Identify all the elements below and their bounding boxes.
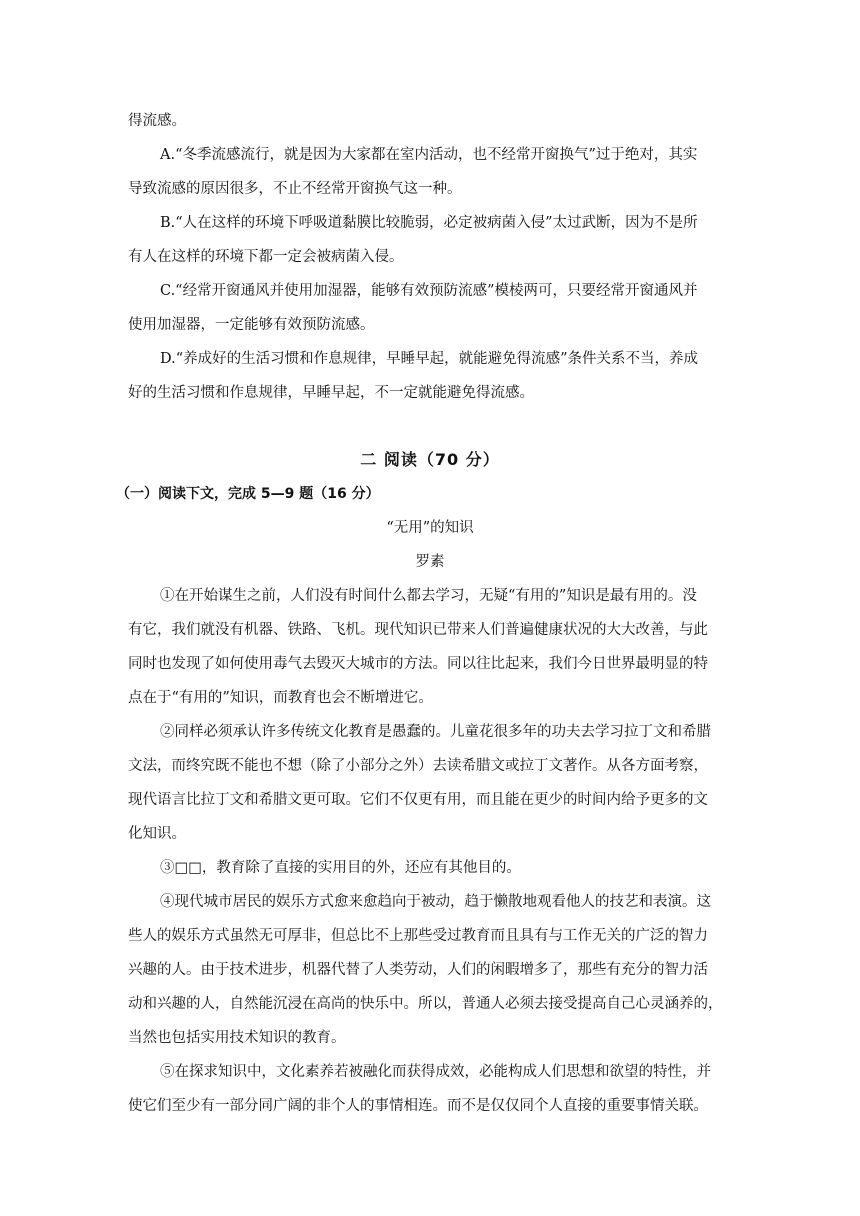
article-title: “无用”的知识 (386, 520, 474, 536)
option-d-line2: 好的生活习惯和作息规律，早睡早起，不一定就能避免得流感。 (128, 385, 534, 401)
paragraph-1-line1: ①在开始谋生之前，人们没有时间什么都去学习，无疑“有用的”知识是最有用的。没 (160, 588, 697, 604)
option-c-line1: C.“经常开窗通风并使用加湿器，能够有效预防流感”模棱两可，只要经常开窗通风并 (160, 283, 698, 299)
subsection-title: （一）阅读下文，完成 5—9 题（16 分） (116, 486, 380, 502)
paragraph-2-line1: ②同样必须承认许多传统文化教育是愚蠢的。儿童花很多年的功夫去学习拉丁文和希腊 (160, 724, 711, 740)
paragraph-2-line3: 现代语言比拉丁文和希腊文更可取。它们不仅更有用，而且能在更少的时间内给予更多的文 (128, 792, 708, 808)
option-d-line1: D.“养成好的生活习惯和作息规律，早睡早起，就能避免得流感”条件关系不当，养成 (160, 351, 699, 367)
paragraph-4-line2: 些人的娱乐方式虽然无可厚非，但总比不上那些受过教育而且具有与工作无关的广泛的智力 (128, 928, 708, 944)
option-c-line2: 使用加湿器，一定能够有效预防流感。 (128, 317, 375, 333)
paragraph-1-line3: 同时也发现了如何使用毒气去毁灭大城市的方法。同以往比起来，我们今日世界最明显的特 (128, 656, 708, 672)
paragraph-3-line1: ③□□，教育除了直接的实用目的外，还应有其他目的。 (160, 860, 521, 876)
paragraph-1-line2: 有它，我们就没有机器、铁路、飞机。现代知识已带来人们普遍健康状况的大大改善，与此 (128, 622, 708, 638)
paragraph-4-line1: ④现代城市居民的娱乐方式愈来愈趋向于被动，趋于懒散地观看他人的技艺和表演。这 (160, 894, 711, 910)
paragraph-5-line2: 使它们至少有一部分同广阔的非个人的事情相连。而不是仅仅同个人直接的重要事情关联。 (128, 1098, 708, 1114)
section-title: 二 阅读（70 分） (360, 450, 500, 469)
option-a-line2: 导致流感的原因很多，不止不经常开窗换气这一种。 (128, 181, 462, 197)
paragraph-2-line2: 文法，而终究既不能也不想（除了小部分之外）去读希腊文或拉丁文著作。从各方面考察， (128, 758, 708, 774)
paragraph-4-line5: 当然也包括实用技术知识的教育。 (128, 1030, 346, 1046)
paragraph-5-line1: ⑤在探求知识中，文化素养若被融化而获得成效，必能构成人们思想和欲望的特性，并 (160, 1064, 711, 1080)
option-b-line2: 有人在这样的环境下都一定会被病菌入侵。 (128, 249, 404, 265)
article-author: 罗素 (415, 554, 445, 570)
option-a-line1: A.“冬季流感流行，就是因为大家都在室内活动，也不经常开窗换气”过于绝对，其实 (160, 147, 698, 163)
paragraph-4-line4: 动和兴趣的人，自然能沉浸在高尚的快乐中。所以，普通人必须去接受提高自己心灵涵养的， (128, 996, 723, 1012)
paragraph-1-line4: 点在于“有用的”知识，而教育也会不断增进它。 (128, 690, 433, 706)
paragraph-2-line4: 化知识。 (128, 826, 186, 842)
paragraph-4-line3: 兴趣的人。由于技术进步，机器代替了人类劳动，人们的闲暇增多了，那些有充分的智力活 (128, 962, 708, 978)
option-b-line1: B.“人在这样的环境下呼吸道黏膜比较脆弱，必定被病菌入侵”太过武断，因为不是所 (160, 215, 698, 231)
continuation-text: 得流感。 (128, 113, 186, 129)
